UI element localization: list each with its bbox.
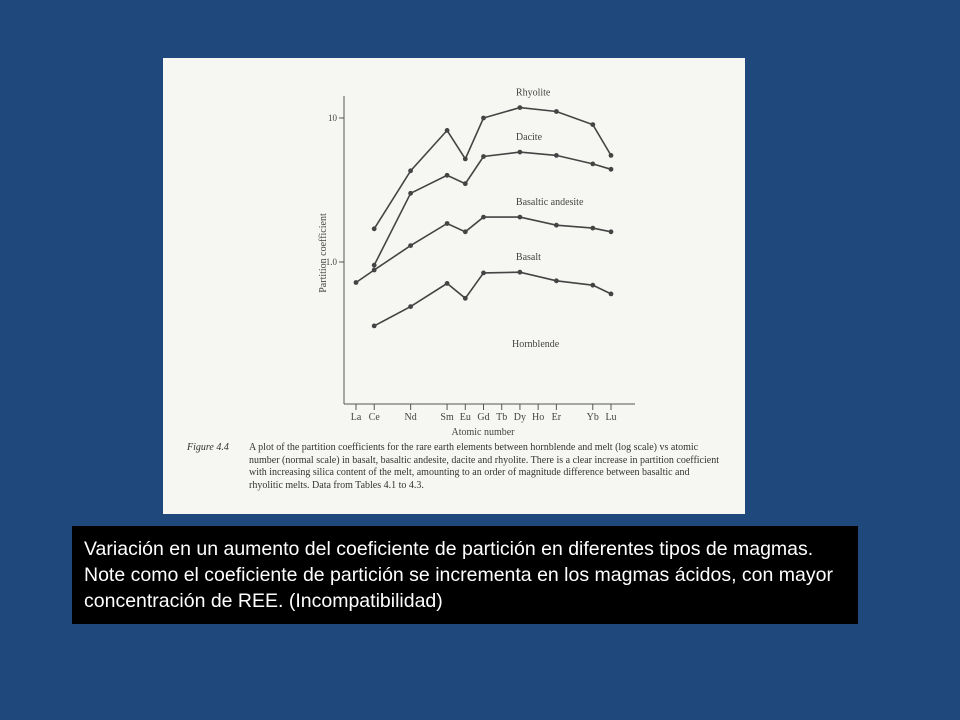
- point-basaltic-andesite-9: [609, 229, 614, 234]
- x-tick-label-dy: Dy: [513, 412, 527, 423]
- point-dacite-6: [554, 153, 559, 158]
- point-basaltic-andesite-8: [590, 226, 595, 231]
- point-basalt-7: [590, 283, 595, 288]
- point-basaltic-andesite-5: [481, 215, 486, 220]
- point-basaltic-andesite-7: [554, 223, 559, 228]
- x-tick-label-lu: Lu: [605, 412, 617, 423]
- caption-text: A plot of the partition coefficients for the rare earth elements between hornblende and melt (log scale) vs atomic number (normal scale) in basalt, basaltic andesite, dacite and rhyolite. There is a clear increase in partition coefficient with increasing silica content of the melt, amounting to an order of magnitude difference between basaltic and rhyolitic melts. Data from Tables 4.1 to 4.3.: [249, 442, 719, 491]
- x-tick-label-ho: Ho: [532, 412, 545, 423]
- point-rhyolite-7: [590, 122, 595, 127]
- series-layer: [354, 88, 614, 329]
- x-tick-label-yb: Yb: [586, 412, 599, 423]
- point-rhyolite-8: [609, 153, 614, 158]
- note-text: Variación en un aumento del coeficiente de partición en diferentes tipos de magmas. Note como el coeficiente de partición se incrementa en los magmas ácidos, con mayor concentración de REE. (Incompatibilidad): [84, 538, 833, 612]
- series-label-rhyolite: Rhyolite: [515, 87, 551, 99]
- point-rhyolite-0: [372, 226, 377, 231]
- point-basalt-0: [372, 324, 377, 329]
- point-basalt-3: [463, 296, 468, 301]
- point-dacite-5: [518, 150, 523, 155]
- point-basalt-1: [408, 304, 413, 309]
- series-rhyolite: [372, 88, 614, 232]
- x-tick-label-sm: Sm: [440, 412, 454, 423]
- x-tick-label-ce: Ce: [368, 412, 380, 423]
- series-line-rhyolite: [374, 108, 611, 229]
- point-basalt-8: [609, 292, 614, 297]
- point-basaltic-andesite-0: [354, 280, 359, 285]
- point-rhyolite-5: [518, 105, 523, 110]
- x-axis-label: Atomic number: [451, 427, 515, 438]
- series-line-basalt: [374, 272, 611, 326]
- point-dacite-4: [481, 154, 486, 159]
- y-tick-label-0: 10: [328, 113, 337, 123]
- x-tick-label-la: La: [350, 412, 362, 423]
- point-rhyolite-3: [463, 157, 468, 162]
- point-basaltic-andesite-4: [463, 229, 468, 234]
- point-basalt-2: [445, 281, 450, 286]
- series-label-basaltic-andesite: Basaltic andesite: [515, 197, 584, 209]
- x-tick-label-nd: Nd: [404, 412, 417, 423]
- point-basaltic-andesite-2: [408, 243, 413, 248]
- series-label-dacite: Dacite: [515, 132, 543, 144]
- point-dacite-8: [609, 167, 614, 172]
- point-basalt-4: [481, 271, 486, 276]
- point-basalt-5: [518, 270, 523, 275]
- point-basalt-6: [554, 278, 559, 283]
- x-tick-label-eu: Eu: [459, 412, 471, 423]
- point-rhyolite-2: [445, 128, 450, 133]
- chart-axes: [344, 96, 635, 404]
- x-tick-label-gd: Gd: [477, 412, 490, 423]
- annotation-hornblende: Hornblende: [512, 339, 560, 350]
- caption-label: Figure 4.4: [187, 442, 229, 453]
- y-tick-label-1: 1.0: [325, 257, 337, 267]
- point-rhyolite-1: [408, 168, 413, 173]
- series-basalt: [372, 252, 614, 328]
- point-basaltic-andesite-1: [372, 268, 377, 273]
- series-label-basalt: Basalt: [515, 252, 541, 264]
- point-dacite-7: [590, 162, 595, 167]
- point-dacite-0: [372, 263, 377, 268]
- x-tick-label-er: Er: [551, 412, 562, 423]
- point-rhyolite-4: [481, 116, 486, 121]
- point-dacite-3: [463, 181, 468, 186]
- point-basaltic-andesite-6: [518, 215, 523, 220]
- point-basaltic-andesite-3: [445, 221, 450, 226]
- y-axis-label: Partition coefficient: [318, 213, 329, 293]
- point-dacite-2: [445, 173, 450, 178]
- note-box: [72, 526, 858, 624]
- x-tick-label-tb: Tb: [496, 412, 508, 423]
- point-rhyolite-6: [554, 109, 559, 114]
- figure-panel: [163, 58, 745, 514]
- point-dacite-1: [408, 191, 413, 196]
